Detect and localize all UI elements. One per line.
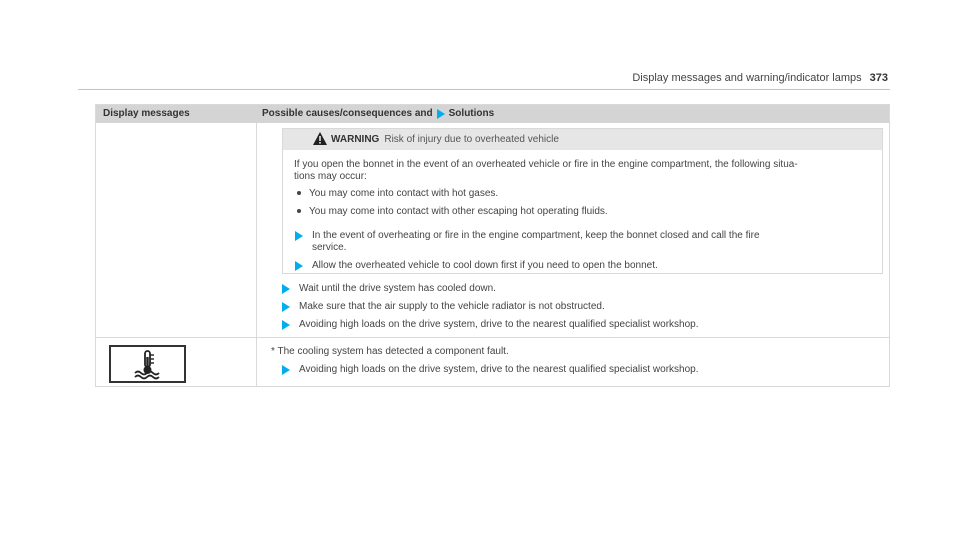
solution-arrow-icon xyxy=(437,109,445,119)
warning-intro-line2: tions may occur: xyxy=(294,171,367,182)
bullet-icon xyxy=(297,191,301,195)
warning-step xyxy=(295,230,760,254)
column-header-causes-solutions xyxy=(262,108,494,119)
running-header xyxy=(632,72,888,84)
step-arrow-icon xyxy=(282,365,290,375)
table-header xyxy=(96,105,889,123)
column-header-display-messages: Display messages xyxy=(103,108,190,119)
solution-step xyxy=(282,364,698,376)
step-arrow-icon xyxy=(282,302,290,312)
warning-intro-line1: If you open the bonnet in the event of an overheated vehicle or fire in the engine compartment, the following situa- xyxy=(294,159,798,170)
running-header-title: Display messages and warning/indicator lamps xyxy=(632,72,862,84)
warning-bullet-item xyxy=(297,188,498,200)
warning-step-text-cont: service. xyxy=(312,242,347,253)
coolant-temperature-icon xyxy=(111,347,184,381)
warning-bullet-item xyxy=(297,206,608,218)
step-arrow-icon xyxy=(295,261,303,271)
warning-triangle-icon xyxy=(313,132,327,145)
warning-step-text: In the event of overheating or fire in the engine compartment, keep the bonnet closed and call the fire xyxy=(312,230,760,241)
solution-step-text: Avoiding high loads on the drive system, drive to the nearest qualified specialist workshop. xyxy=(299,319,699,330)
step-arrow-icon xyxy=(295,231,303,241)
warning-bar xyxy=(283,129,882,150)
solution-step xyxy=(282,301,605,313)
bullet-icon xyxy=(297,209,301,213)
warning-step-text: Allow the overheated vehicle to cool down first if you need to open the bonnet. xyxy=(312,260,658,271)
cause-text: * The cooling system has detected a component fault. xyxy=(271,346,509,357)
solution-step xyxy=(282,319,698,331)
warning-box xyxy=(282,128,883,274)
solution-step-text: Make sure that the air supply to the vehicle radiator is not obstructed. xyxy=(299,301,605,312)
solution-step-text: Avoiding high loads on the drive system, drive to the nearest qualified specialist workshop. xyxy=(299,364,699,375)
step-arrow-icon xyxy=(282,320,290,330)
column-header-causes-label: Possible causes/consequences and xyxy=(262,108,433,119)
warning-bullet-text: You may come into contact with hot gases. xyxy=(309,188,499,199)
coolant-temperature-display-box xyxy=(109,345,186,383)
solution-step-text: Wait until the drive system has cooled down. xyxy=(299,283,496,294)
solution-step xyxy=(282,283,496,295)
warning-bullet-text: You may come into contact with other escaping hot operating fluids. xyxy=(309,206,608,217)
warning-step xyxy=(295,260,658,272)
page-number: 373 xyxy=(869,72,888,84)
column-divider xyxy=(256,123,257,386)
warning-text: Risk of injury due to overheated vehicle xyxy=(384,134,559,145)
step-arrow-icon xyxy=(282,284,290,294)
row-divider xyxy=(96,337,889,338)
header-rule xyxy=(78,89,890,90)
messages-table xyxy=(95,104,890,387)
warning-label: WARNING xyxy=(331,134,380,145)
column-header-solutions-label: Solutions xyxy=(448,108,495,119)
warning-intro xyxy=(294,159,798,183)
